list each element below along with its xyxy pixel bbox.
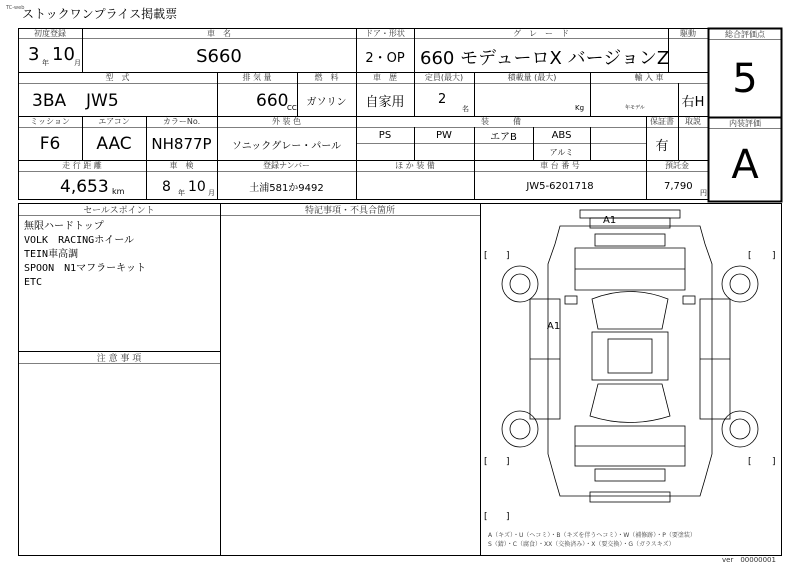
label-capacity: 定員(最大) <box>424 73 464 82</box>
plate-number: 土浦581か9492 <box>249 182 324 194</box>
sales-point-title: セールスポイント <box>83 206 155 216</box>
model-code: JW5 <box>86 91 119 111</box>
label-equipment: 装 備 <box>481 117 521 126</box>
label-load: 積載量 (最大) <box>507 73 557 82</box>
first-reg-year-unit: 年 <box>42 59 49 67</box>
svg-text:]: ] <box>772 251 776 261</box>
logo: TC-web <box>6 5 25 11</box>
overall-score: 5 <box>732 55 758 102</box>
label-other-equip: ほ か 装 備 <box>395 161 435 170</box>
reg-type: 自家用 <box>365 94 405 110</box>
capacity: 2 <box>438 92 447 107</box>
label-fuel: 燃 料 <box>314 73 339 82</box>
svg-text:]: ] <box>506 457 510 467</box>
mileage: 4,653 <box>60 177 109 197</box>
year-model-label: 年モデル <box>625 105 645 111</box>
displacement-unit: CC <box>287 104 297 112</box>
list-item: ETC <box>24 277 43 288</box>
label-plate: 登録ナンバー <box>262 161 311 170</box>
recycle-unit: 円 <box>700 189 707 197</box>
displacement: 660 <box>256 91 289 111</box>
damage-mark-side: A1 <box>547 321 561 332</box>
label-import: 輸 入 車 <box>634 73 664 82</box>
label-recycle: 預託金 <box>665 161 689 170</box>
fuel: ガソリン <box>306 96 347 108</box>
grade: 660 モデューロX バージョンZ <box>420 48 670 69</box>
equip-pw: PW <box>436 130 452 141</box>
svg-text:[: [ <box>748 457 752 467</box>
svg-text:]: ] <box>772 457 776 467</box>
equip-ps: PS <box>378 130 392 141</box>
label-inspection: 車 検 <box>169 161 194 170</box>
first-reg-year: 3 <box>28 44 40 65</box>
label-reg-type: 車 歴 <box>373 73 397 82</box>
svg-text:[: [ <box>484 512 488 522</box>
inspection-year: 8 <box>162 179 171 195</box>
equip-alloy: アルミ <box>549 147 574 157</box>
label-manual: 取説 <box>685 117 701 126</box>
version-label: ver 00000001 <box>722 556 776 564</box>
label-mileage: 走 行 距 離 <box>62 161 102 170</box>
label-color-no: カラーNo. <box>162 117 201 126</box>
damage-legend-line1: A（キズ）・U（ヘコミ）・B（キズを伴うヘコミ）・W（補修跡）・P（要塗装） <box>488 532 696 539</box>
document-title: ストックワンプライス掲載票 <box>22 7 178 21</box>
car-name: S660 <box>196 45 242 67</box>
svg-text:[: [ <box>484 457 488 467</box>
first-reg-month-unit: 月 <box>74 59 81 67</box>
label-model: 型 式 <box>105 73 130 82</box>
label-chassis: 車 台 番 号 <box>540 161 580 170</box>
inspection-month: 10 <box>188 179 206 195</box>
list-item: TEIN車高調 <box>24 249 79 260</box>
label-first-reg: 初度登録 <box>34 28 66 38</box>
label-aircon: エアコン <box>98 117 130 126</box>
recycle-deposit: 7,790 <box>664 181 693 192</box>
interior-score: A <box>731 142 759 188</box>
label-mission: ミッション <box>30 117 70 126</box>
special-notes-title: 特記事項・不具合箇所 <box>304 206 395 216</box>
model-prefix: 3BA <box>32 91 67 111</box>
mileage-unit: km <box>112 187 125 196</box>
first-reg-month: 10 <box>52 44 75 65</box>
aircon: AAC <box>96 134 132 154</box>
list-item: SPOON N1マフラーキット <box>24 263 146 274</box>
car-damage-diagram <box>480 204 781 524</box>
sales-point-list <box>24 220 146 290</box>
label-displacement: 排 気 量 <box>242 73 272 82</box>
label-warranty: 保証書 <box>650 117 674 126</box>
list-item: VOLK RACINGホイール <box>24 235 135 246</box>
label-interior-score: 内装評価 <box>729 119 761 128</box>
door-type: 2・OP <box>365 50 405 66</box>
color-no: NH877P <box>151 135 212 153</box>
list-item: 無限ハードトップ <box>24 221 104 232</box>
label-drive: 駆動 <box>680 28 696 38</box>
inspection-year-unit: 年 <box>178 189 185 197</box>
svg-text:[: [ <box>748 251 752 261</box>
chassis-number: JW5-6201718 <box>526 180 594 192</box>
steering: 右H <box>681 94 705 110</box>
label-car-name: 車 名 <box>207 28 231 38</box>
load-unit: Kg <box>575 104 585 112</box>
mission: F6 <box>39 134 61 154</box>
label-exterior: 外 装 色 <box>271 117 302 126</box>
equip-abs: ABS <box>551 130 572 141</box>
equip-airbag: エアB <box>490 132 517 143</box>
label-door: ドア・形状 <box>365 28 405 38</box>
svg-text:[: [ <box>484 251 488 261</box>
inspection-month-unit: 月 <box>208 189 215 197</box>
svg-text:]: ] <box>506 512 510 522</box>
label-grade: グ レ ー ド <box>513 28 569 38</box>
damage-mark-front: A1 <box>603 215 617 226</box>
svg-text:]: ] <box>506 251 510 261</box>
warranty: 有 <box>655 138 669 154</box>
caution-title: 注 意 事 項 <box>96 354 142 364</box>
capacity-unit: 名 <box>462 105 469 113</box>
label-overall-score: 総合評価点 <box>725 29 765 39</box>
exterior-color: ソニックグレー・パール <box>231 140 342 152</box>
damage-legend-line2: S（錆）・C（腐食）・XX（交換済み）・X（要交換）・G（ガラスキズ） <box>488 541 675 548</box>
